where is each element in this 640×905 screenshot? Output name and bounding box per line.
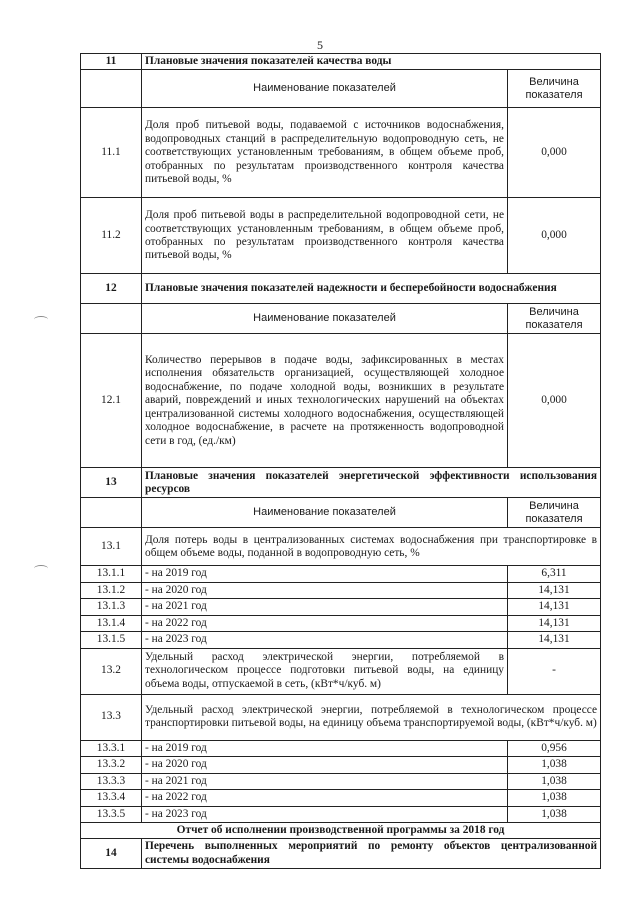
year-value: 14,131 <box>508 615 601 631</box>
year-row <box>81 790 601 806</box>
row-number: 13.1.2 <box>81 582 142 598</box>
column-header-row <box>81 498 601 528</box>
row-number: 13.1.3 <box>81 599 142 615</box>
year-value: 1,038 <box>508 806 601 822</box>
row-number: 13.3.2 <box>81 757 142 773</box>
row-number: 12.1 <box>81 334 142 468</box>
section-title: Плановые значения показателей качества воды <box>142 54 601 70</box>
row-text: Доля потерь воды в централизованных системах водоснабжения при транспортировке в общем объеме воды, поданной в водопроводную сеть, % <box>142 528 601 566</box>
column-header-row <box>81 304 601 334</box>
year-label: - на 2019 год <box>142 566 508 582</box>
year-row <box>81 773 601 789</box>
row-number: 11.2 <box>81 198 142 274</box>
row-text: Доля проб питьевой воды, подаваемой с источников водоснабжения, водопроводных станций в распределительную водопроводную сеть, не соответствующих установленным требованиям, в общем объеме проб, отобранных по результатам производственного контроля качества питьевой воды, % <box>142 108 508 198</box>
year-row <box>81 740 601 756</box>
year-value: 14,131 <box>508 582 601 598</box>
header-value: Величина показателя <box>508 304 601 334</box>
row-value: 0,000 <box>508 108 601 198</box>
year-label: - на 2021 год <box>142 599 508 615</box>
row-value: 0,000 <box>508 334 601 468</box>
year-row <box>81 757 601 773</box>
row-number: 13.3 <box>81 694 142 740</box>
row-value: 0,000 <box>508 198 601 274</box>
table-row <box>81 334 601 468</box>
year-label: - на 2023 год <box>142 632 508 648</box>
year-row <box>81 566 601 582</box>
row-number: 13.2 <box>81 648 142 694</box>
section-row-13 <box>81 468 601 498</box>
section-title: Плановые значения показателей энергетической эффективности использования ресурсов <box>142 468 601 498</box>
year-value: 1,038 <box>508 773 601 789</box>
row-number: 13.1.5 <box>81 632 142 648</box>
year-label: - на 2019 год <box>142 740 508 756</box>
section-title: Плановые значения показателей надежности и бесперебойности водоснабжения <box>142 274 601 304</box>
section-row-12 <box>81 274 601 304</box>
year-value: 0,956 <box>508 740 601 756</box>
row-number: 13.1.4 <box>81 615 142 631</box>
column-header-row <box>81 70 601 108</box>
row-text: Доля проб питьевой воды в распределительной водопроводной сети, не соответствующих установленным требованиям, в общем объеме проб, отобранных по результатам производственного контроля качества питьевой воды, % <box>142 198 508 274</box>
section-number: 14 <box>81 839 142 869</box>
year-row <box>81 582 601 598</box>
header-name: Наименование показателей <box>142 304 508 334</box>
report-title: Отчет об исполнении производственной программы за 2018 год <box>81 822 601 838</box>
header-name: Наименование показателей <box>142 498 508 528</box>
row-number: 13.3.1 <box>81 740 142 756</box>
header-value: Величина показателя <box>508 498 601 528</box>
section-title: Перечень выполненных мероприятий по ремонту объектов централизованной системы водоснабжения <box>142 839 601 869</box>
year-label: - на 2022 год <box>142 790 508 806</box>
year-row <box>81 806 601 822</box>
year-row <box>81 615 601 631</box>
row-text: Удельный расход электрической энергии, потребляемой в технологическом процессе транспортировки питьевой воды, на единицу объема транспортируемой воды, (кВт*ч/куб. м) <box>142 694 601 740</box>
indicators-table <box>80 53 601 869</box>
row-text: Удельный расход электрической энергии, потребляемой в технологическом процессе подготовки питьевой воды, на единицу объема воды, отпускаемой в сеть, (кВт*ч/куб. м) <box>142 648 508 694</box>
year-label: - на 2020 год <box>142 582 508 598</box>
year-value: 1,038 <box>508 790 601 806</box>
row-value: - <box>508 648 601 694</box>
header-value: Величина показателя <box>508 70 601 108</box>
year-value: 14,131 <box>508 632 601 648</box>
year-value: 6,311 <box>508 566 601 582</box>
row-number: 13.1.1 <box>81 566 142 582</box>
row-number: 11.1 <box>81 108 142 198</box>
year-value: 14,131 <box>508 599 601 615</box>
table-row <box>81 108 601 198</box>
section-number: 13 <box>81 468 142 498</box>
table-row <box>81 648 601 694</box>
year-row <box>81 632 601 648</box>
section-number: 12 <box>81 274 142 304</box>
year-label: - на 2020 год <box>142 757 508 773</box>
row-text: Количество перерывов в подаче воды, зафиксированных в местах исполнения обязательств организацией, осуществляющей холодное водоснабжение, по подаче холодной воды, возникших в результате аварий, повреждений и иных технологических нарушений на объектах централизованной системы холодного водоснабжения, осуществляющей холодное водоснабжение, в расчете на протяженность водопроводной сети в год, (ед./км) <box>142 334 508 468</box>
section-row-14 <box>81 839 601 869</box>
section-row-11 <box>81 54 601 70</box>
table-row <box>81 694 601 740</box>
year-value: 1,038 <box>508 757 601 773</box>
margin-scan-mark <box>34 565 48 572</box>
section-number: 11 <box>81 54 142 70</box>
header-name: Наименование показателей <box>142 70 508 108</box>
year-row <box>81 599 601 615</box>
row-number: 13.3.3 <box>81 773 142 789</box>
table-row <box>81 528 601 566</box>
row-number: 13.1 <box>81 528 142 566</box>
row-number: 13.3.4 <box>81 790 142 806</box>
year-label: - на 2023 год <box>142 806 508 822</box>
table-row <box>81 198 601 274</box>
row-number: 13.3.5 <box>81 806 142 822</box>
report-heading-row <box>81 822 601 838</box>
page-number: 5 <box>317 38 323 52</box>
year-label: - на 2022 год <box>142 615 508 631</box>
year-label: - на 2021 год <box>142 773 508 789</box>
margin-scan-mark <box>34 316 48 323</box>
